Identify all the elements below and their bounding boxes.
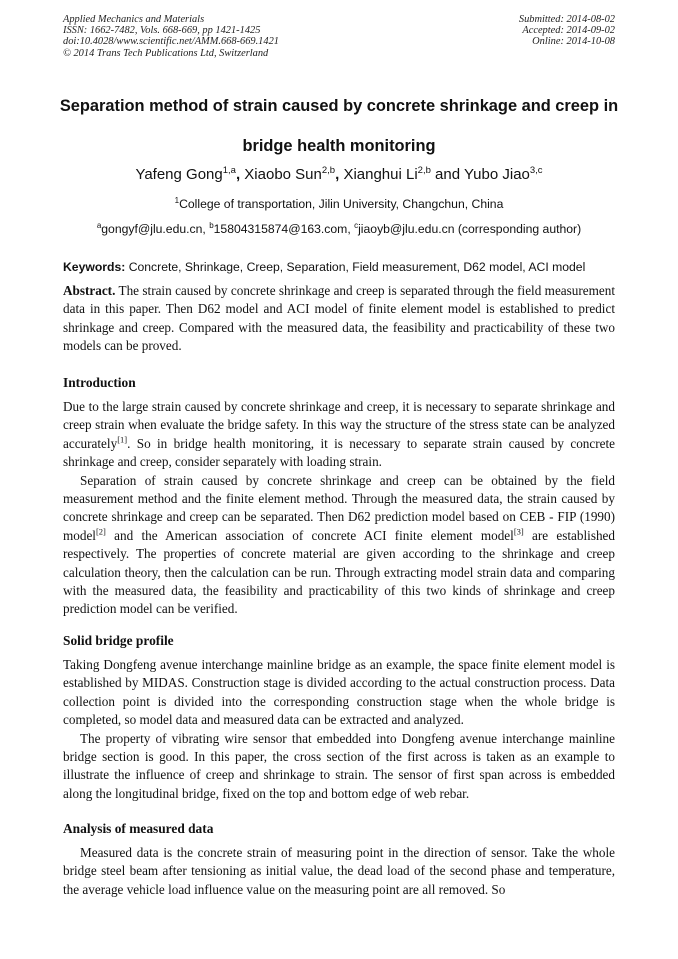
paragraph: Measured data is the concrete strain of measuring point in the direction of sensor. Take the whole bridge steel beam after tensioning as initial value, the dead load of the second phase and temperature, the average vehicle load influence value on the measuring point are all removed. So (63, 845, 615, 897)
section-body-solid-bridge-profile (63, 656, 615, 803)
paper-title (40, 86, 638, 166)
section-heading-analysis-of-measured-data: Analysis of measured data (63, 821, 214, 836)
journal-copyright: © 2014 Trans Tech Publications Ltd, Switzerland (63, 47, 269, 59)
date-submitted: Submitted: 2014-08-02 (518, 14, 615, 25)
citation[interactable]: [3] (513, 526, 524, 537)
paragraph: Taking Dongfeng avenue interchange mainline bridge as an example, the space finite element model is established by MIDAS. Construction stage is divided according to the actual construction process. Data collection point is divided into the corresponding construction stage when the whole bridge is completed, so model data and measured data can be extracted and analyzed. (63, 657, 615, 728)
paragraph-text: Due to the large strain caused by concrete shrinkage and creep, it is necessary to separate shrinkage and creep strain when evaluate the bridge safety. In this way the structure of the stress state can be analyzed accurately (63, 399, 615, 451)
section-body-introduction (63, 398, 615, 619)
keywords-text: Concrete, Shrinkage, Creep, Separation, Field measurement, D62 model, ACI model (125, 260, 586, 274)
author-name: Xiaobo Sun (244, 166, 322, 183)
email-mark: c (354, 221, 359, 230)
paragraph-text: and the American association of concrete ACI finite element model (105, 527, 514, 543)
keywords (63, 259, 615, 275)
paragraph (63, 472, 615, 619)
keywords-label: Keywords: (63, 260, 126, 274)
journal-doi[interactable]: doi:10.4028/www.scientific.net/AMM.668-669.1421 (63, 36, 279, 48)
author-affil-mark: 2,b (417, 165, 431, 176)
date-accepted: Accepted: 2014-09-02 (522, 25, 615, 37)
author-name: Xianghui Li (343, 166, 418, 183)
submission-dates (519, 14, 615, 48)
author-name: Yubo Jiao (463, 166, 530, 183)
author-separator: , (335, 166, 344, 183)
author-list (30, 160, 648, 186)
journal-info (63, 14, 279, 59)
abstract-label: Abstract. (63, 283, 116, 298)
citation[interactable]: [2] (95, 526, 106, 537)
citation[interactable]: [1] (117, 434, 128, 445)
author-affil-mark: 1,a (222, 165, 236, 176)
paragraph: The property of vibrating wire sensor that embedded into Dongfeng avenue interchange mainline bridge section is good. In this paper, the cross section of the first across is taken as an example to illustrate the influence of creep and shrinkage to strain. The sensor of first span across is embedded along the longitudinal bridge, fixed on the top and bottom edge of web rebar. (63, 730, 615, 801)
affiliation-text: College of transportation, Jilin University, Changchun, China (179, 197, 504, 212)
paragraph-text: . So in bridge health monitoring, it is necessary to separate strain caused by concrete shrinkage and creep, consider separately with loading strain. (63, 435, 615, 470)
section-heading-introduction: Introduction (63, 375, 136, 390)
abstract (63, 282, 615, 356)
section-heading-solid-bridge-profile: Solid bridge profile (63, 633, 174, 648)
email-link[interactable]: gongyf@jlu.edu.cn, (101, 222, 210, 237)
author-name: Yafeng Gong (135, 166, 223, 183)
paragraph-text: Separation of strain caused by concrete shrinkage and creep can be obtained by the field measurement method and the finite element method. Through the measured data, the strain caused by concrete shrinkage and creep can be separated. Then D62 prediction model based on CEB - FIP (1990) model (63, 472, 615, 543)
title-line-2: bridge health monitoring (242, 137, 436, 155)
journal-name: Applied Mechanics and Materials (63, 14, 205, 25)
email-mark: b (209, 221, 214, 230)
author-emails (30, 218, 648, 237)
paragraph (63, 398, 615, 472)
email-link[interactable]: jiaoyb@jlu.edu.cn (corresponding author) (358, 222, 582, 237)
affiliation-mark: 1 (174, 196, 180, 205)
date-online: Online: 2014-10-08 (532, 36, 615, 48)
section-body-analysis-of-measured-data (63, 844, 615, 899)
title-line-1: Separation method of strain caused by concrete shrinkage and creep in (59, 97, 619, 115)
journal-issn: ISSN: 1662-7482, Vols. 668-669, pp 1421-1425 (63, 25, 261, 37)
email-mark: a (96, 221, 102, 230)
email-link[interactable]: 15804315874@163.com, (213, 222, 355, 237)
author-affil-mark: 3,c (529, 165, 543, 176)
paragraph-text: are established respectively. The properties of concrete material are given according to the shrinkage and creep calculation theory, then the calculation can be run. Through extracting model strain data and comparing with the measured data, the feasibility and practicability of this two kinds of shrinkage and creep prediction model can be verified. (63, 527, 615, 617)
author-affil-mark: 2,b (321, 165, 336, 176)
author-separator: , (235, 166, 245, 183)
author-separator: and (430, 166, 464, 183)
abstract-text: The strain caused by concrete shrinkage and creep is separated through the field measurement data in this paper. Then D62 model and ACI model of finite element model is established to predict shrinkage and creep. Compared with the measured data, the feasibility and practicability of these two models can be proved. (63, 283, 615, 354)
affiliation (30, 193, 648, 212)
